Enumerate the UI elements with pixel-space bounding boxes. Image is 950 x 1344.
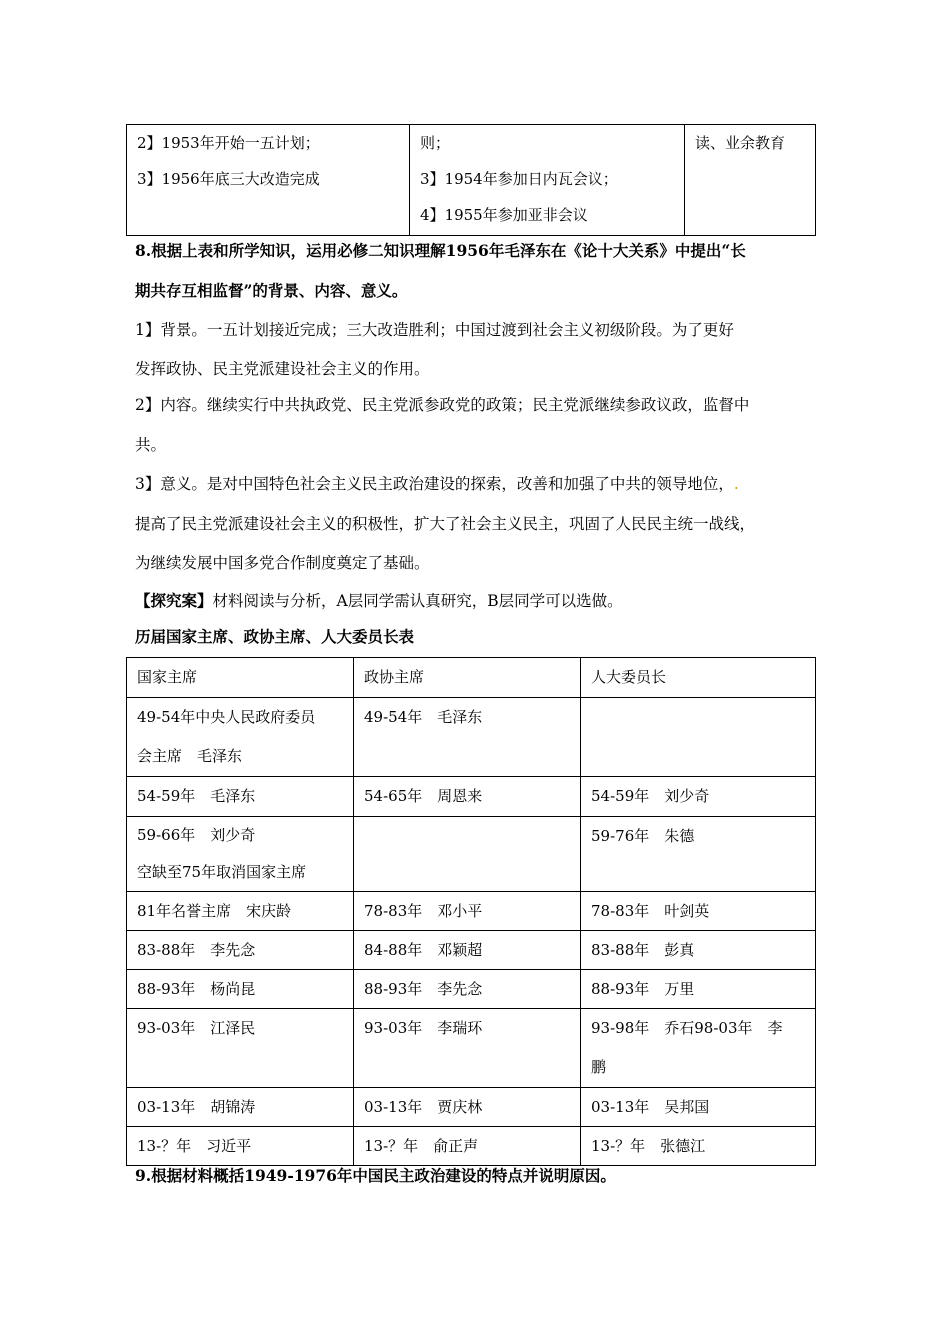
answer-background-line1: 1】背景。一五计划接近完成；三大改造胜利；中国过渡到社会主义初级阶段。为了更好 <box>135 321 734 339</box>
cell-text: 88-93年 万里 <box>591 980 695 998</box>
explore-text: 材料阅读与分析，A层同学需认真研究，B层同学可以选做。 <box>212 592 623 610</box>
table-cell <box>127 698 354 777</box>
header-cell <box>354 658 581 698</box>
cell-text: 78-83年 邓小平 <box>364 902 483 920</box>
table-text: 读、业余教育 <box>695 134 786 152</box>
cell-text: 93-98年 乔石98-03年 李 <box>591 1019 783 1037</box>
cell-text: 49-54年 毛泽东 <box>364 708 483 726</box>
table-cell <box>354 931 581 970</box>
table-cell <box>581 1009 816 1088</box>
table-cell <box>127 817 354 892</box>
table-row <box>127 970 816 1009</box>
cell-text: 93-03年 江泽民 <box>137 1019 256 1037</box>
explore-section <box>135 589 820 611</box>
top-continuation-table <box>126 124 816 236</box>
table-row <box>127 1127 816 1166</box>
cell-text <box>364 817 570 856</box>
cell-text: 13-？年 张德江 <box>591 1137 706 1155</box>
table-text: 3】1954年参加日内瓦会议； <box>420 170 618 188</box>
cell-text: 93-03年 李瑞环 <box>364 1019 483 1037</box>
cell-text: 54-59年 刘少奇 <box>591 787 710 805</box>
table-cell <box>127 970 354 1009</box>
cell-text: 03-13年 胡锦涛 <box>137 1098 256 1116</box>
table-cell <box>127 777 354 817</box>
cell-text: 会主席 毛泽东 <box>137 747 243 765</box>
cell-text: 59-66年 刘少奇 <box>137 826 256 844</box>
table-cell <box>354 777 581 817</box>
table-cell <box>581 698 816 777</box>
cell-text: 83-88年 彭真 <box>591 941 695 959</box>
table-text: 2】1953年开始一五计划； <box>137 134 320 152</box>
table-cell <box>127 1088 354 1127</box>
answer-content-line1: 2】内容。继续实行中共执政党、民主党派参政党的政策；民主党派继续参政议政，监督中 <box>135 396 750 414</box>
header-npc-chair: 人大委员长 <box>591 668 667 686</box>
table-row <box>127 1009 816 1088</box>
top-table-cell <box>127 125 410 236</box>
cell-text: 49-54年中央人民政府委员 <box>137 708 316 726</box>
table-row <box>127 931 816 970</box>
header-cell <box>581 658 816 698</box>
table-row <box>127 698 816 777</box>
cell-text: 59-76年 朱德 <box>591 827 695 845</box>
answer-significance-line3: 为继续发展中国多党合作制度奠定了基础。 <box>135 554 430 572</box>
table-cell <box>354 698 581 777</box>
top-table-cell <box>685 125 816 236</box>
cell-text: 空缺至75年取消国家主席 <box>137 863 307 881</box>
cell-text: 83-88年 李先念 <box>137 941 256 959</box>
table-header-row <box>127 658 816 698</box>
answer-content-line2: 共。 <box>135 436 167 454</box>
question-8-line1: 8.根据上表和所学知识，运用必修二知识理解1956年毛泽东在《论十大关系》中提出“长 <box>135 241 746 260</box>
table-row <box>127 817 816 892</box>
cell-text: 13-？年 习近平 <box>137 1137 252 1155</box>
cell-text: 03-13年 吴邦国 <box>591 1098 710 1116</box>
question-8-line2: 期共存互相监督”的背景、内容、意义。 <box>135 281 408 300</box>
answer-significance-text: 3】意义。是对中国特色社会主义民主政治建设的探索，改善和加强了中共的领导地位， <box>135 475 734 493</box>
answer-significance-line2: 提高了民主党派建设社会主义的积极性，扩大了社会主义民主，巩固了人民民主统一战线， <box>135 515 756 533</box>
table-cell <box>581 817 816 892</box>
cell-text: 鹏 <box>591 1058 607 1076</box>
table-cell <box>127 1127 354 1166</box>
answer-background-line2: 发挥政协、民主党派建设社会主义的作用。 <box>135 360 430 378</box>
table-row <box>127 1088 816 1127</box>
table-cell <box>354 817 581 892</box>
header-cppcc-chair: 政协主席 <box>364 668 425 686</box>
explore-label: 【探究案】 <box>135 591 213 610</box>
top-table-cell <box>410 125 685 236</box>
cell-text: 13-？年 俞正声 <box>364 1137 479 1155</box>
table-title: 历届国家主席、政协主席、人大委员长表 <box>135 627 415 646</box>
cell-text: 84-88年 邓颖超 <box>364 941 483 959</box>
table-cell <box>127 1009 354 1088</box>
table-cell <box>581 892 816 931</box>
table-text: 则； <box>420 134 451 152</box>
table-cell <box>354 892 581 931</box>
table-cell <box>354 1088 581 1127</box>
table-cell <box>581 777 816 817</box>
header-state-president: 国家主席 <box>137 668 198 686</box>
table-cell <box>581 970 816 1009</box>
table-text: 4】1955年参加亚非会议 <box>420 206 588 224</box>
yellow-dot-mark: . <box>733 475 739 493</box>
cell-text <box>591 698 805 737</box>
cell-text: 54-65年 周恩来 <box>364 787 483 805</box>
cell-text: 54-59年 毛泽东 <box>137 787 256 805</box>
question-9: 9.根据材料概括1949-1976年中国民主政治建设的特点并说明原因。 <box>135 1166 616 1185</box>
cell-text: 88-93年 杨尚昆 <box>137 980 256 998</box>
table-cell <box>581 1127 816 1166</box>
table-cell <box>127 931 354 970</box>
table-row <box>127 777 816 817</box>
cell-text: 81年名誉主席 宋庆龄 <box>137 902 292 920</box>
answer-significance-line1 <box>135 472 820 494</box>
table-cell <box>581 931 816 970</box>
leaders-table <box>126 657 816 1166</box>
cell-text: 03-13年 贾庆林 <box>364 1098 483 1116</box>
header-cell <box>127 658 354 698</box>
table-cell <box>354 1127 581 1166</box>
table-row <box>127 892 816 931</box>
table-cell <box>581 1088 816 1127</box>
table-text: 3】1956年底三大改造完成 <box>137 170 320 188</box>
table-cell <box>354 1009 581 1088</box>
cell-text: 88-93年 李先念 <box>364 980 483 998</box>
table-cell <box>127 892 354 931</box>
cell-text: 78-83年 叶剑英 <box>591 902 710 920</box>
table-cell <box>354 970 581 1009</box>
